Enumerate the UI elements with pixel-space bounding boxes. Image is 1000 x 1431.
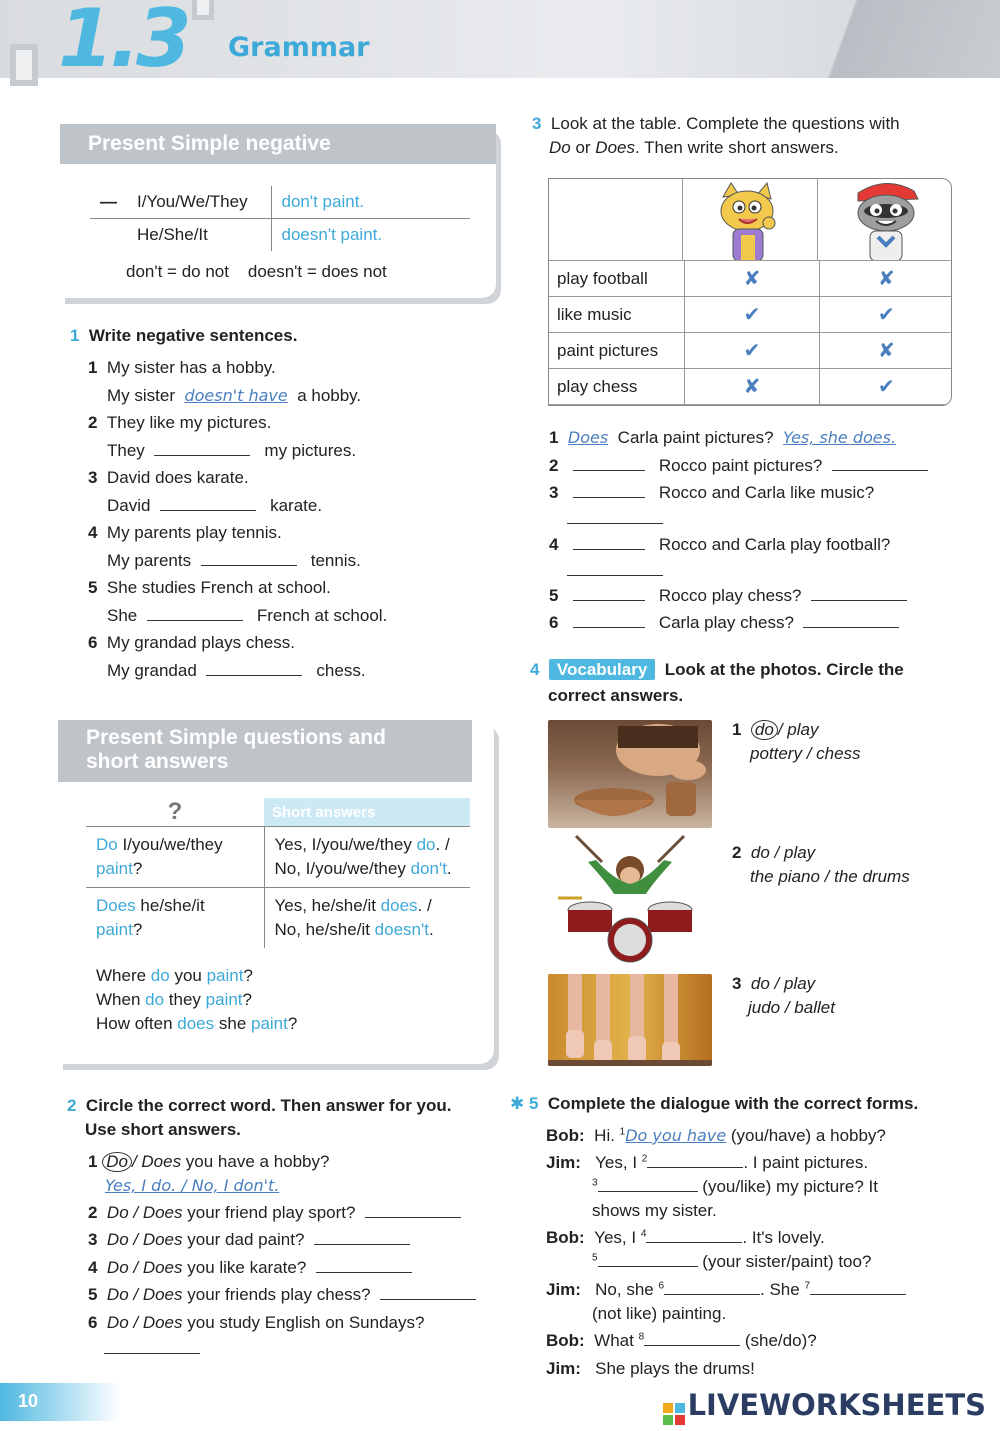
- vocabulary-badge: Vocabulary: [549, 659, 655, 680]
- form-cell: don't paint.: [281, 192, 365, 211]
- ex3-item: 6 Carla play chess?: [549, 613, 899, 633]
- grammar-box-negative: [60, 124, 496, 298]
- answer-blank[interactable]: [567, 562, 663, 576]
- mark-cell: ✔: [685, 297, 819, 333]
- ability-table: [548, 178, 952, 406]
- ex1-answer-line: David karate.: [107, 496, 323, 515]
- answer-blank[interactable]: [810, 1281, 906, 1295]
- exercise-number: 1: [70, 326, 80, 345]
- decorative-square: [10, 44, 38, 86]
- wh-question-examples: Where do you paint? When do they paint? How often does she paint?: [96, 966, 298, 1033]
- answer-blank[interactable]: [573, 536, 645, 550]
- activity-cell: like music: [549, 297, 685, 333]
- dialogue-line: shows my sister.: [592, 1201, 717, 1220]
- activity-cell: paint pictures: [549, 333, 685, 369]
- ex3-item: 5 Rocco play chess?: [549, 586, 907, 606]
- ex4-item: 2 do / play: [732, 843, 816, 862]
- answer-blank[interactable]: [811, 587, 907, 601]
- ex1-item: 6 My grandad plays chess.: [88, 633, 295, 652]
- ex3-item: 2 Rocco paint pictures?: [549, 456, 928, 476]
- exercise-4-heading: 4 Vocabulary Look at the photos. Circle the: [530, 660, 904, 679]
- answer-blank[interactable]: [314, 1231, 410, 1245]
- dialogue-line: Bob: Hi. $^1$Do you have (you/have) a hobby?: [546, 1126, 886, 1145]
- mark-cell: ✘: [819, 333, 952, 369]
- rocco-raccoon-icon: [818, 179, 952, 261]
- ex4-options: the piano / the drums: [750, 867, 910, 886]
- exercise-4-instruction: correct answers.: [548, 686, 684, 705]
- answer-blank[interactable]: [160, 497, 256, 511]
- exercise-2-heading: 2 Circle the correct word. Then answer for you.: [67, 1096, 452, 1115]
- drums-photo: [548, 832, 712, 964]
- ex1-item: 3 David does karate.: [88, 468, 249, 487]
- minus-sign: —: [100, 192, 117, 211]
- mark-cell: ✘: [685, 369, 819, 405]
- answer-blank[interactable]: [573, 614, 645, 628]
- grammar-box-title: Present Simple questions and short answers: [58, 720, 472, 782]
- ex1-answer-line: She French at school.: [107, 606, 388, 625]
- subject-cell: He/She/It: [127, 219, 271, 252]
- ex1-item: 2 They like my pictures.: [88, 413, 272, 432]
- answer-blank[interactable]: [380, 1286, 476, 1300]
- decorative-square: [192, 0, 214, 20]
- dialogue-line: Jim: Yes, I $^2$ . I paint pictures.: [546, 1153, 869, 1172]
- ex3-item: 4 Rocco and Carla play football?: [549, 535, 891, 554]
- ex2-item: 3 Do / Does your dad paint?: [88, 1230, 410, 1250]
- short-answer-cell: Yes, he/she/it does. / No, he/she/it doesn't.: [274, 896, 434, 939]
- answer-blank[interactable]: [598, 1253, 698, 1267]
- activity-cell: play chess: [549, 369, 685, 405]
- answer-blank[interactable]: [201, 552, 297, 566]
- circled-answer: Do: [102, 1152, 132, 1172]
- question-form-cell: Does he/she/it paint?: [86, 888, 264, 949]
- exercise-5-heading: ✱ 5 Complete the dialogue with the correct forms.: [510, 1094, 919, 1113]
- answer-blank[interactable]: [803, 614, 899, 628]
- ex3-item: 1 Does Carla paint pictures? Yes, she does.: [549, 428, 897, 447]
- answer-blank[interactable]: [573, 484, 645, 498]
- dialogue-line: (not like) painting.: [592, 1304, 727, 1323]
- exercise-2-instruction: Use short answers.: [85, 1120, 241, 1139]
- ex2-item: 6 Do / Does you study English on Sundays?: [88, 1313, 425, 1332]
- short-answer-cell: Yes, I/you/we/they do. / No, I/you/we/they don't.: [274, 835, 452, 878]
- negative-table: [90, 186, 470, 251]
- answer-blank[interactable]: [664, 1281, 760, 1295]
- grammar-box-title: Present Simple negative: [60, 124, 496, 164]
- ex1-answer-line: My grandad chess.: [107, 661, 366, 680]
- answer-blank[interactable]: [646, 1229, 742, 1243]
- exercise-3-heading: 3 Look at the table. Complete the questions with: [532, 114, 900, 133]
- ex2-example-answer: Yes, I do. / No, I don't.: [105, 1176, 280, 1195]
- liveworksheets-grid-icon: [663, 1403, 685, 1425]
- answer-blank[interactable]: [206, 662, 302, 676]
- dialogue-line: Bob: Yes, I $^4$ . It's lovely.: [546, 1228, 825, 1247]
- answer-blank[interactable]: [316, 1259, 412, 1273]
- question-form-cell: Do I/you/we/they paint?: [86, 827, 264, 888]
- ballet-photo: [548, 974, 712, 1066]
- mark-cell: ✘: [685, 261, 819, 297]
- ex1-answer-line: My parents tennis.: [107, 551, 361, 570]
- answer-blank[interactable]: [147, 607, 243, 621]
- answer-blank[interactable]: [644, 1332, 740, 1346]
- answer-blank[interactable]: [154, 442, 250, 456]
- ex1-item: 1 My sister has a hobby.: [88, 358, 276, 377]
- ability-rows: [548, 260, 952, 405]
- ex2-item: 2 Do / Does your friend play sport?: [88, 1203, 461, 1223]
- answer-blank[interactable]: [598, 1178, 698, 1192]
- answer-blank[interactable]: [573, 587, 645, 601]
- answer-blank[interactable]: [365, 1204, 461, 1218]
- form-cell: doesn't paint.: [281, 225, 383, 244]
- ex2-item: 4 Do / Does you like karate?: [88, 1258, 412, 1278]
- subject-cell: I/You/We/They: [127, 186, 271, 219]
- ex3-item: 3 Rocco and Carla like music?: [549, 483, 875, 502]
- ex4-item: 3 do / play: [732, 974, 816, 993]
- activity-cell: play football: [549, 261, 685, 297]
- ex2-item: 1 Do / Does you have a hobby?: [88, 1152, 330, 1171]
- exercise-3-instruction: Do or Does. Then write short answers.: [549, 138, 839, 157]
- ex4-options: judo / ballet: [748, 998, 835, 1017]
- question-mark-icon: ?: [167, 798, 183, 825]
- page-title: Grammar: [228, 32, 370, 63]
- ex4-options: pottery / chess: [750, 744, 861, 763]
- answer-blank[interactable]: [832, 457, 928, 471]
- mark-cell: ✔: [685, 333, 819, 369]
- ex4-item: 1 do / play: [732, 720, 819, 739]
- dialogue-line: Bob: What $^8$ (she/do)?: [546, 1331, 817, 1350]
- ex1-item: 4 My parents play tennis.: [88, 523, 282, 542]
- questions-table: [86, 798, 470, 948]
- unit-number: 1.3: [58, 0, 188, 85]
- short-answers-label: Short answers: [264, 798, 470, 827]
- answer-blank[interactable]: [104, 1340, 200, 1354]
- contractions-note: don't = do not doesn't = does not: [126, 262, 387, 281]
- grammar-box-questions: [58, 720, 494, 1064]
- dialogue-line: Jim: She plays the drums!: [546, 1359, 755, 1378]
- page-number: 10: [0, 1383, 120, 1421]
- pottery-photo: [548, 720, 712, 828]
- answer-blank[interactable]: [567, 510, 663, 524]
- mark-cell: ✘: [819, 261, 952, 297]
- dialogue-line: $^5$ (your sister/paint) too?: [592, 1252, 872, 1271]
- answer-text: doesn't have: [184, 386, 288, 405]
- ex1-item: 5 She studies French at school.: [88, 578, 331, 597]
- mark-cell: ✔: [819, 297, 952, 333]
- dialogue-line: $^3$ (you/like) my picture? It: [592, 1177, 879, 1196]
- dialogue-line: Jim: No, she $^6$ . She $^7$: [546, 1280, 906, 1300]
- challenge-star-icon: ✱: [510, 1094, 525, 1113]
- exercise-instruction: Write negative sentences.: [88, 326, 298, 345]
- mark-cell: ✔: [819, 369, 952, 405]
- ex1-answer-line: My sister doesn't have a hobby.: [107, 386, 362, 405]
- answer-blank[interactable]: [647, 1154, 743, 1168]
- ex1-answer-line: They my pictures.: [107, 441, 357, 460]
- ex2-item: 5 Do / Does your friends play chess?: [88, 1285, 476, 1305]
- exercise-1-heading: [70, 326, 297, 346]
- answer-blank[interactable]: [573, 457, 645, 471]
- liveworksheets-logo: LIVEWORKSHEETS: [663, 1388, 986, 1425]
- carla-cat-icon: [683, 179, 818, 261]
- circled-answer: do: [751, 720, 778, 740]
